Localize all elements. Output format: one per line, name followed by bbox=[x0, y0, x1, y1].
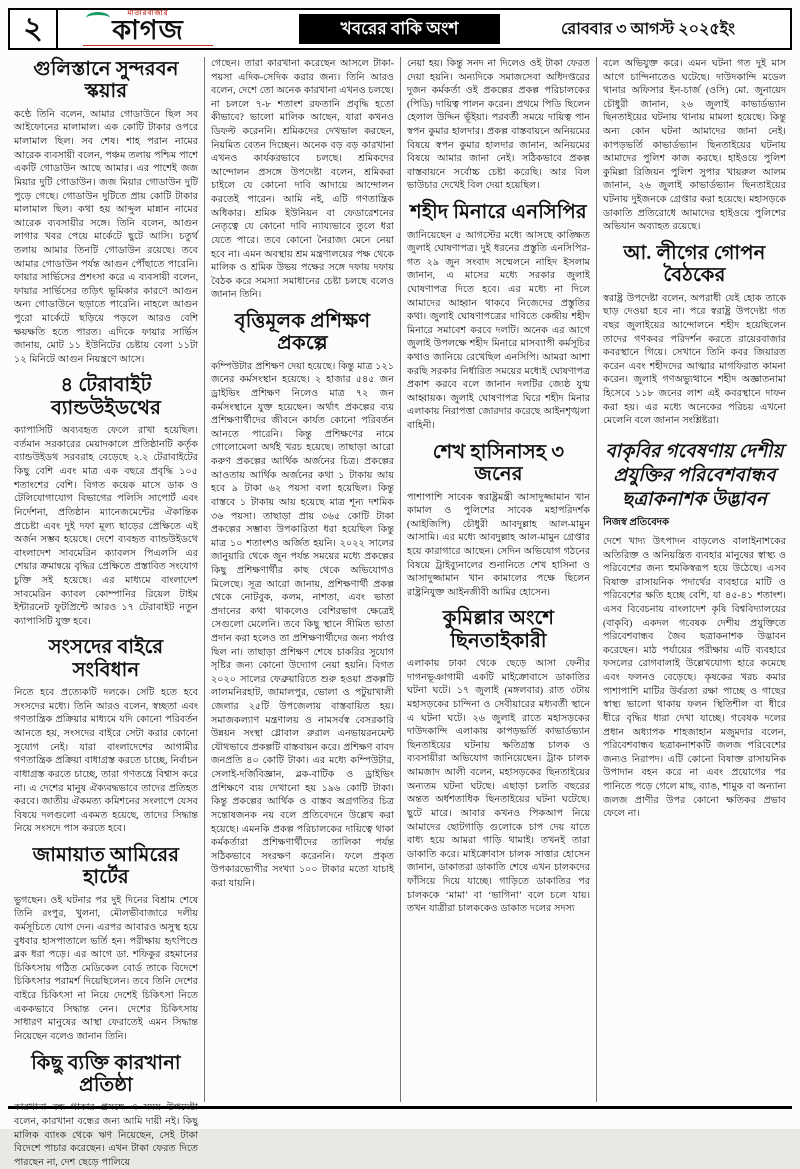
masthead-spacer-left bbox=[238, 10, 299, 48]
article-continuation: গেছেন। তারা কারখানা করেছেন আসলে টাকা-পয়সা এদিক-সেদিক করার জন্য। তিনি আরও বলেন, দেশে তো অনেক কারখানা এখনও চলছে। না চললে ৭-৮ শতাংশ রফতানি প্রবৃদ্ধি হতো কীভাবে? ভালো মালিক আছেন, যারা কখনও ডিফল্ট করেননি। শ্রমিকদের দেখভাল করছেন, নিয়মিত বেতন দিচ্ছেন। অনেক বড় বড় কারখানা এখনও কার্যকরভাবে চলছে। শ্রমিকদের আন্দোলন প্রসঙ্গে উপদেষ্টা বলেন, শ্রমিকরা চাইলে যে কোনো দাবি আদায়ে আন্দোলন করতেই পারেন। আমি নই, এটি গণতান্ত্রিক অধিকার। শ্রমিক ইউনিয়ন বা ফেডারেশনের নেতৃত্বে যে কোনো দাবি ন্যায্যভাবে তুলে ধরা যেতে পারে। তবে কোনো নৈরাজ্য মেনে নেয়া হবে না। এমন অবস্থায় শ্রম মন্ত্রণালয়ের পক্ষ থেকে মালিক ও শ্রমিক উভয় পক্ষের সঙ্গে দফায় দফায় বৈঠক করে সমস্যা সমাধানের চেষ্টা চলছে বলেও জানান তিনি। bbox=[211, 58, 395, 301]
article-body: কারখানা বন্ধ থাকার প্রসঙ্গে এ সময় উপদেষ্টা বলেন, কারখানা বন্ধের জন্য আমি দায়ী নই। কিছু মালিক ব্যাংক থেকে ঋণ নিয়েছেন, সেই টাকা বিদেশে পাচার করেছেন। এখন টাকা ফেরত দিতে পারছেন না, দেশ ছেড়ে পালিয়ে bbox=[14, 1102, 198, 1168]
logo-tagline: মাতারবাজার bbox=[127, 9, 169, 17]
article-continuation: নেয়া হয়। কিন্তু সনদ না দিলেও ওই টাকা ফেরত দেয়া হয়নি। অন্যদিকে সমাজসেবা অধিদপ্তরের দুজন কর্মকর্তা ওই প্রকল্পের প্রকল্প পরিচালকের (পিডি) দায়িত্ব পালন করেন। প্রথমে পিডি ছিলেন হেলাল উদ্দিন ভূঁইয়া। পরবর্তী সময়ে দায়িত্ব পান স্বপন কুমার হালদার। প্রকল্প বাস্তবায়নে অনিয়মের বিষয়ে স্বপন কুমার হালদার জানান, অনিয়মের বিষয়ে আমার জানা নেই। সঠিকভাবে প্রকল্প বাস্তবায়নে সর্বোচ্চ চেষ্টা করেছি। আর বিল ভাউচার দেখেই বিল দেয়া হয়েছিল। bbox=[407, 58, 590, 192]
article-headline: কুমিল্লার অংশে ছিনতাইকারী bbox=[442, 608, 555, 652]
article-headline: ৪ টেরাবাইট ব্যান্ডউইডথের bbox=[50, 375, 161, 419]
logo-bird-icon bbox=[86, 12, 110, 24]
masthead bbox=[8, 8, 792, 50]
article-headline: সংসদের বাইরে সংবিধান bbox=[48, 637, 164, 681]
masthead-spacer-right bbox=[500, 10, 561, 48]
page-number: ২ bbox=[10, 10, 58, 48]
article-body: নিতে হবে প্রত্যেকটি দলকে। সেটি হতে হবে সংসদের মধ্যে। তিনি আরও বলেন, স্বচ্ছতা এবং গণতান্ত্রিক প্রক্রিয়ার মাধ্যমে যদি কোনো পরিবর্তন আনতে হয়, সংসদের বাইরে সেটা করার কোনো সুযোগ নেই। যারা বাংলাদেশের আগামীর গণতান্ত্রিক প্রক্রিয়া বাধাগ্রস্ত করতে চাচ্ছে, নির্বাচন বাধাগ্রস্ত করতে চাচ্ছে, তারা গণতন্ত্রে বিশ্বাস করে না। এ দেশের মানুষ ঐক্যবদ্ধভাবে তাদের প্রতিহত করবে। জাতীয় ঐকমত্য কমিশনের সংলাপে যেসব বিষয়ে দলগুলো একমত হয়েছে, তাদের সিদ্ধান্ত নিয়ে সংসদে পাস করতে হবে। bbox=[14, 687, 198, 835]
article-body: জানিয়েছেন ৫ আগস্টের মধ্যে আসছে কাঙ্ক্ষিত জুলাই ঘোষণাপত্র। দুই ধরনের প্রস্তুতি এনসিপির- গত ২৯ জুন সংবাদ সম্মেলনে নাহিদ ইসলাম জানান, এ মাসের মধ্যে সরকার জুলাই ঘোষণাপত্র দিতে হবে। এর মধ্যে না দিলে আমাদের আহ্বান থাকবে নিজেদের প্রস্তুতির কথা। জুলাই ঘোষণাপত্রের দাবিতে কেন্দ্রীয় শহীদ মিনারে সমাবেশ করবে দলটি। অনেক এর আগে জুলাই উপলক্ষে শহীদ মিনারে মাসব্যাপী কর্মসূচির কথাও জানিয়ে রেখেছিল এনসিপি। আমরা আশা করছি সরকার নির্ধারিত সময়ের মধ্যেই ঘোষণাপত্র প্রকাশ করবে বলে জানান দলটির জ্যেষ্ঠ যুগ্ম আহ্বায়ক। জুলাই ঘোষণাপত্র ঘিরে শহীদ মিনার এলাকায় নিরাপত্তা জোরদার করেছে আইনশৃঙ্খলা বাহিনী। bbox=[407, 229, 590, 432]
article-headline: জামায়াত আমিরের হার্টের bbox=[32, 844, 180, 889]
logo-text: কাগজ bbox=[112, 15, 184, 45]
article-body: এলাকায় ঢাকা থেকে ছেড়ে আসা ফেনীর দাগনভূঞাগামী একটি মাইক্রোবাসে ডাকাতির ঘটনা ঘটে। ১৭ জুলাই (মঙ্গলবার) রাত ৩টায় মহাসড়কের চান্দিনা ও সেবীয়ারের মধ্যবর্তী স্থানে এ ঘটনা ঘটে। ২৬ জুলাই রাতে মহাসড়কের দাউদকান্দি এলাকায় কাপড়ভর্তি কাভার্ডভ্যান ছিনতাইয়ের ঘটনায় ক্ষতিগ্রস্ত চালক ও ব্যবসায়ীরা অভিযোগ জানিয়েছেন। ট্রাক চালক আমজাদ আলী বলেন, মহাসড়কের ছিনতাইয়ের অন্যতম ঘটনা ঘটছে। এছাড়া চলতি বছরের অন্তত অর্ধশতাধিক ছিনতাইয়ের ঘটনা ঘটেছে। ছুটে মারে। আবার কখনও পিকআপ নিয়ে আমাদের ছোটগাড়ি গুলোকে চাপ দেয় যাতে বাধ্য হয়ে আমরা গাড়ি থামাই। তখনই তারা ডাকাতি করে। মাইক্রোবাস চালক সাত্তার হোসেন জানান, ডাকাতরা ডাকাতি শেষে এখন চালকদের ফাঁসিয়ে দিয়ে যাচ্ছে। গাড়িতে ডাকাতির পর চালককে ‘মামা’ বা ‘ভাগিনা’ বলে চলে যায়। তখন যাত্রীরা চালককেও ডাকাত দলের সদস্য bbox=[407, 658, 590, 915]
article-headline: বাকৃবির গবেষণায় দেশীয় প্রযুক্তির পরিবেশবান্ধব ছত্রাকনাশক উদ্ভাবন bbox=[605, 441, 784, 510]
column-3 bbox=[400, 57, 596, 1102]
article-headline: কিছু ব্যক্তি কারখানা প্রতিষ্ঠা bbox=[31, 1052, 181, 1096]
article-headline: শহীদ মিনারে এনসিপির bbox=[410, 202, 587, 224]
article-body: দেশে খাদ্য উৎপাদন বাড়লেও বালাইনাশকের অতিরিক্ত ও অনিয়ন্ত্রিত ব্যবহার মানুষের স্বাস্থ্য ও পরিবেশের জন্য হুমকিস্বরূপ হয়ে উঠেছে। এসব বিষাক্ত রাসায়নিক পদার্থের ব্যবহারে মাটি ও পরিবেশের ক্ষতি হচ্ছে বেশি, যা ৪৫-৪১ শতাংশ। এসব বিবেচনায় বাংলাদেশ কৃষি বিশ্ববিদ্যালয়ের (বাকৃবি) একদল গবেষক দেশীয় প্রযুক্তিতে পরিবেশবান্ধব জৈব ছত্রাকনাশক উদ্ভাবন করেছেন। মাঠ পর্যায়ের পরীক্ষায় এটি ব্যবহারে ফসলের রোগবালাই উল্লেখযোগ্য হারে কমেছে এবং ফলনও বেড়েছে। কৃষকের খরচ কমার পাশাপাশি মাটির উর্বরতা রক্ষা পাচ্ছে ও গাছের স্বাস্থ্য ভালো থাকায় ফলন স্থিতিশীল বা ধীরে ধীরে বৃদ্ধির ধারা দেখা যাচ্ছে। গবেষক দলের প্রধান অধ্যাপক শাহজাহান মজুমদার বলেন, পরিবেশবান্ধব ছত্রাকনাশকটি জলজ পরিবেশের জন্যও নিরাপদ। এটি কোনো বিষাক্ত রাসায়নিক উপাদান বহন করে না এবং প্রয়োগের পর পানিতে পড়ে গেলে মাছ, ব্যাঙ, শামুক বা অন্যান্য জলজ প্রাণীর উপর কোনো ক্ষতিকর প্রভাব ফেলে না। bbox=[603, 536, 786, 820]
article-continuation: বলে অভিযুক্ত করে। এমন ঘটনা গত দুই মাস আগে চান্দিনাতেও ঘটেছে। দাউদকান্দি মডেল থানার অফিসার ইন-চার্জ (ওসি) মো. জুনায়েদ চৌধুরী জানান, ২৬ জুলাই কাভার্ডভ্যান ছিনতাইয়ের ঘটনায় থানায় মামলা হয়েছে। কিন্তু অন্য কোন ঘটনা আমাদের জানা নেই। কাপড়ভর্তি কাভার্ডভ্যান ছিনতাইয়ের ঘটনায় আমাদের পুলিশ কাজ করছে। হাইওয়ে পুলিশ কুমিল্লা রিজিয়ন পুলিশ সুপার খায়রুল আলম জানান, ২৬ জুলাই কাভার্ডভ্যান ছিনতাইয়ের ঘটনায় দুইজনকে গ্রেপ্তার করা হয়েছে। মহাসড়কে ডাকাতি প্রতিরোধে আমাদের হাইওয়ে পুলিশের অভিযান অব্যাহত রয়েছে। bbox=[603, 58, 786, 233]
article-headline: গুলিস্তানে সুন্দরবন স্কয়ার bbox=[33, 59, 179, 103]
newspaper-logo bbox=[58, 10, 238, 48]
logo-underline bbox=[83, 45, 213, 46]
columns-area bbox=[8, 57, 792, 1168]
article-body: কণ্ঠে তিনি বলেন, আমার গোডাউনে ছিল সব আইফোনের মালামাল। এক কোটি টাকার ওপরে মালামাল ছিল। সব শেষ। শাহ পরান নামের আরেক ব্যবসায়ী বলেন, পঞ্চম তলায় পশ্চিম পাশে একটি গোডাউন আছে আমার। এর পাশেই জজ মিয়ার দুটি গোডাউন। জজ মিয়ার গোডাউন দুটি পুড়ে গেছে। গোডাউন দুটিতে প্রায় কোটি টাকার মালামাল ছিল। কথা হয় আব্দুল মান্নান নামের আরেক ব্যবসায়ীর সঙ্গে। তিনি বলেন, আগুন লাগার খবর পেয়ে মার্কেটে ছুটে আসি। চতুর্থ তলায় আমার তিনটি গোডাউন রয়েছে। তবে আমার গোডাউন পর্যন্ত আগুন পৌঁছাতে পারেনি। ফায়ার সার্ভিসের প্রশংসা করে এ ব্যবসায়ী বলেন, ফায়ার সার্ভিসের তড়িৎ ভূমিকার কারণে আগুন অন্য গোডাউনে ছড়াতে পারেনি। নাহলে আগুন পুরো মার্কেটে ছড়িয়ে পড়লে আরও বেশি ক্ষয়ক্ষতি হতে পারত। এদিকে ফায়ার সার্ভিস জানায়, মোট ১১ ইউনিটের চেষ্টায় বেলা ১১টা ১২ মিনিটে আগুন নিয়ন্ত্রণে আসে। bbox=[14, 108, 198, 365]
article-body: ভুগছেন। ওই ঘটনার পর দুই দিনের বিশ্রাম শেষে তিনি রংপুর, খুলনা, মৌলভীবাজারে দলীয় কর্মসূচিতে যোগ দেন। এরপর আবারও অসুস্থ হয়ে বুধবার হাসপাতালে ভর্তি হন। পরীক্ষায় হৃৎপিণ্ডে ব্লক ধরা পড়ে। এর আগে ডা. শফিকুর রহমানের চিকিৎসায় গঠিত মেডিকেল বোর্ড তাকে বিদেশে চিকিৎসার পরামর্শ দিয়েছিলেন। তবে তিনি দেশের বাইরে চিকিৎসা না নিয়ে দেশেই চিকিৎসা নিতে এককভাবে সিদ্ধান্ত নেন। দেশের চিকিৎসায় সাধারণ মানুষের আস্থা ফেরাতেই এমন সিদ্ধান্ত নিয়েছেন বলেও জানান তিনি। bbox=[14, 894, 198, 1042]
article-body: কম্পিউটার প্রশিক্ষণ দেয়া হয়েছে। কিন্তু মাত্র ১২১ জনের কর্মসংস্থান হয়েছে। ২ হাজার ৫৪৫ জন ড্রাইভিং প্রশিক্ষণ নিলেও মাত্র ৭২ জন কর্মসংস্থানে যুক্ত হয়েছেন। অর্থাৎ প্রকল্পের ব্যয় প্রশিক্ষণার্থীদের জীবনে কার্যত কোনো পরিবর্তন আনতে পারেনি। কিন্তু প্রশিক্ষণের নামে গোলোমেলা অর্থই খরচ হয়েছে। তাছাড়া আরো করুণ প্রকল্পের আর্থিক অর্জনের চিত্র। প্রকল্পের আওতায় আর্থিক অর্জনের কথা ১ টাকায় আয় হবে ৯ টাকা ৬২ পয়সা বলা হয়েছিল। কিন্তু বাস্তবে ১ টাকায় আয় হয়েছে মাত্র শূন্য দশমিক ৩৬ পয়সা। তাছাড়া প্রায় ৩৬৫ কোটি টাকা প্রকল্পের সম্ভাব্য উপকারিতা ধরা হয়েছিল কিন্তু মাত্র ১০ শতাংশও অর্জিত হয়নি। ২০২২ সালের জানুয়ারি থেকে জুন পর্যন্ত সময়ের মধ্যে প্রকল্পের কিছু প্রশিক্ষণার্থীর কাছ থেকে অভিযোগও মিলেছে। সূত্র আরো জানায়, প্রশিক্ষণার্থী প্রকল্প থেকে নোটবুক, কলম, নাশতা, এবং ভাতা প্রদানের কথা থাকলেও বেশিরভাগ ক্ষেত্রেই সেগুলো মেলেনি। তবে কিছু স্থানে সীমিত ভাতা প্রদান করা হলেও তা প্রশিক্ষণার্থীদের জন্য পর্যাপ্ত ছিল না। তাছাড়া প্রশিক্ষণ শেষে চাকরির সুযোগ সৃষ্টির জন্য কোনো উদ্যোগ নেয়া হয়নি। বিগত ২০২০ সালের ফেব্রুয়ারিতে শুরু হওয়া প্রকল্পটি লালমনিরহাট, জামালপুর, ভোলা ও পটুয়াখালী জেলার ২৫টি উপজেলায় বাস্তবায়িত হয়। সমাজকল্যাণ মন্ত্রণালয় ও নামসর্বস্ব বেসরকারি উন্নয়ন সংস্থা গ্লোবাল রুরাল এনভায়রনমেন্ট যৌথভাবে প্রকল্পটি বাস্তবায়ন করে। প্রশিক্ষণ বাবদ জনপ্রতি ৪০ কোটি টাকা। এর মধ্যে কম্পিউটার, সেলাই-দর্জিবিজ্ঞান, ব্লক-বাটিক ও ড্রাইভিং প্রশিক্ষণে ব্যয় দেখানো হয় ১৯৬ কোটি টাকা। কিন্তু প্রকল্পের আর্থিক ও বাস্তব অগ্রগতির চিত্র সন্তোষজনক নয় বলে প্রতিবেদনে উল্লেখ করা হয়েছে। এমনকি প্রকল্প পরিচালকের দায়িত্বে থাকা কর্মকর্তারা প্রশিক্ষণার্থীদের তালিকা পর্যন্ত সঠিকভাবে সংরক্ষণ করেননি। ফলে প্রকৃত উপকারভোগীর সংখ্যা ১০০ টাকার মতো যাচাই করা যায়নি। bbox=[211, 360, 394, 889]
article-body: পাশাপাশি সাবেক স্বরাষ্ট্রমন্ত্রী আসাদুজ্জামান খান কামাল ও পুলিশের সাবেক মহাপরিদর্শক (আইজিপি) চৌধুরী আবদুল্লাহ আল-মামুন আসামি। এর মধ্যে আবদুল্লাহ আল-মামুন গ্রেপ্তার হয়ে কারাগারে আছেন। সেদিন অভিযোগ গঠনের বিষয়ে ট্রাইব্যুনালের শুনানিতে শেখ হাসিনা ও আসাদুজ্জামান খান কামালের পক্ষে ছিলেন রাষ্ট্রনিযুক্ত আইনজীবী আমির হোসেন। bbox=[407, 491, 590, 598]
byline: নিজস্ব প্রতিবেদক bbox=[603, 517, 670, 528]
article-body: ক্যাপাসিটি অব্যবহৃত ফেলে রাখা হয়েছিল। বর্তমান সরকারের মেয়াদকালে প্রতিষ্ঠানটি কর্তৃক ব্যান্ডউইডথ সরবরাহ বেড়েছে ২.২ টেরাবাইটের কিছু বেশি এবং মাত্র এক বছরে প্রবৃদ্ধি ১০৫ শতাংশের বেশি। বিগত কয়েক মাসে ডাক ও টেলিযোগাযোগ বিভাগের পলিসি সাপোর্ট এবং নির্দেশনা, প্রতিষ্ঠান ম্যানেজমেন্টের ঐকান্তিক প্রচেষ্টা এবং দুই দফা মূল্য ছাড়ের প্রেক্ষিতে এই অর্জন সম্ভব হয়েছে। দেশে ব্যবহৃত ব্যান্ডউইডথে বাংলাদেশ সাবমেরিন ক্যাবলস পিএলসি এর শেয়ার ক্রমান্বয়ে বৃদ্ধির প্রেক্ষিতে প্রস্তাবিত সংযোগ চুক্তি সই হয়েছে। এর মাধ্যমে বাংলাদেশ সাবমেরিন ক্যাবল কোম্পানির রিয়েল টাইম ইন্টারনেট ফুটপ্রিন্টে আরও ১৭ টেরাবাইট নতুন ক্যাপাসিটি যুক্ত হবে। bbox=[14, 425, 198, 627]
article-headline: শেখ হাসিনাসহ ৩ জনের bbox=[432, 441, 565, 486]
article-body: স্বরাষ্ট্র উপদেষ্টা বলেন, অপরাধী যেই হোক তাকে ছাড় দেওয়া হবে না। পরে স্বরাষ্ট্র উপদেষ্টা গত বছর জুলাইয়ের আন্দোলনে শহীদ হয়েছিলেন তাদের গণকবর পরিদর্শন করতে রায়েরবাজার কবরস্থানে গিয়ে। সেখানে তিনি কবর জিয়ারত করেন এবং শহীদদের আত্মার মাগফিরাত কামনা করেন। জুলাই গণঅভ্যুত্থানে শহীদ অজ্ঞাতনামা হিসেবে ১১৮ জনের লাশ এই কবরস্থানে দাফন করা হয়। এর মধ্যে অনেকের পরিচয় এখনো মেলেনি বলে জানান সংশ্লিষ্টরা। bbox=[603, 292, 786, 427]
article-headline: বৃত্তিমূলক প্রশিক্ষণ প্রকল্পে bbox=[234, 310, 371, 355]
article-headline: আ. লীগের গোপন বৈঠকের bbox=[623, 242, 766, 287]
column-2 bbox=[204, 57, 400, 1102]
column-1 bbox=[8, 57, 204, 1168]
column-4 bbox=[596, 57, 792, 1102]
section-badge: খবরের বাকি অংশ bbox=[299, 14, 501, 44]
edition-date: রোববার ৩ আগস্ট ২০২৫ইং bbox=[560, 20, 735, 38]
